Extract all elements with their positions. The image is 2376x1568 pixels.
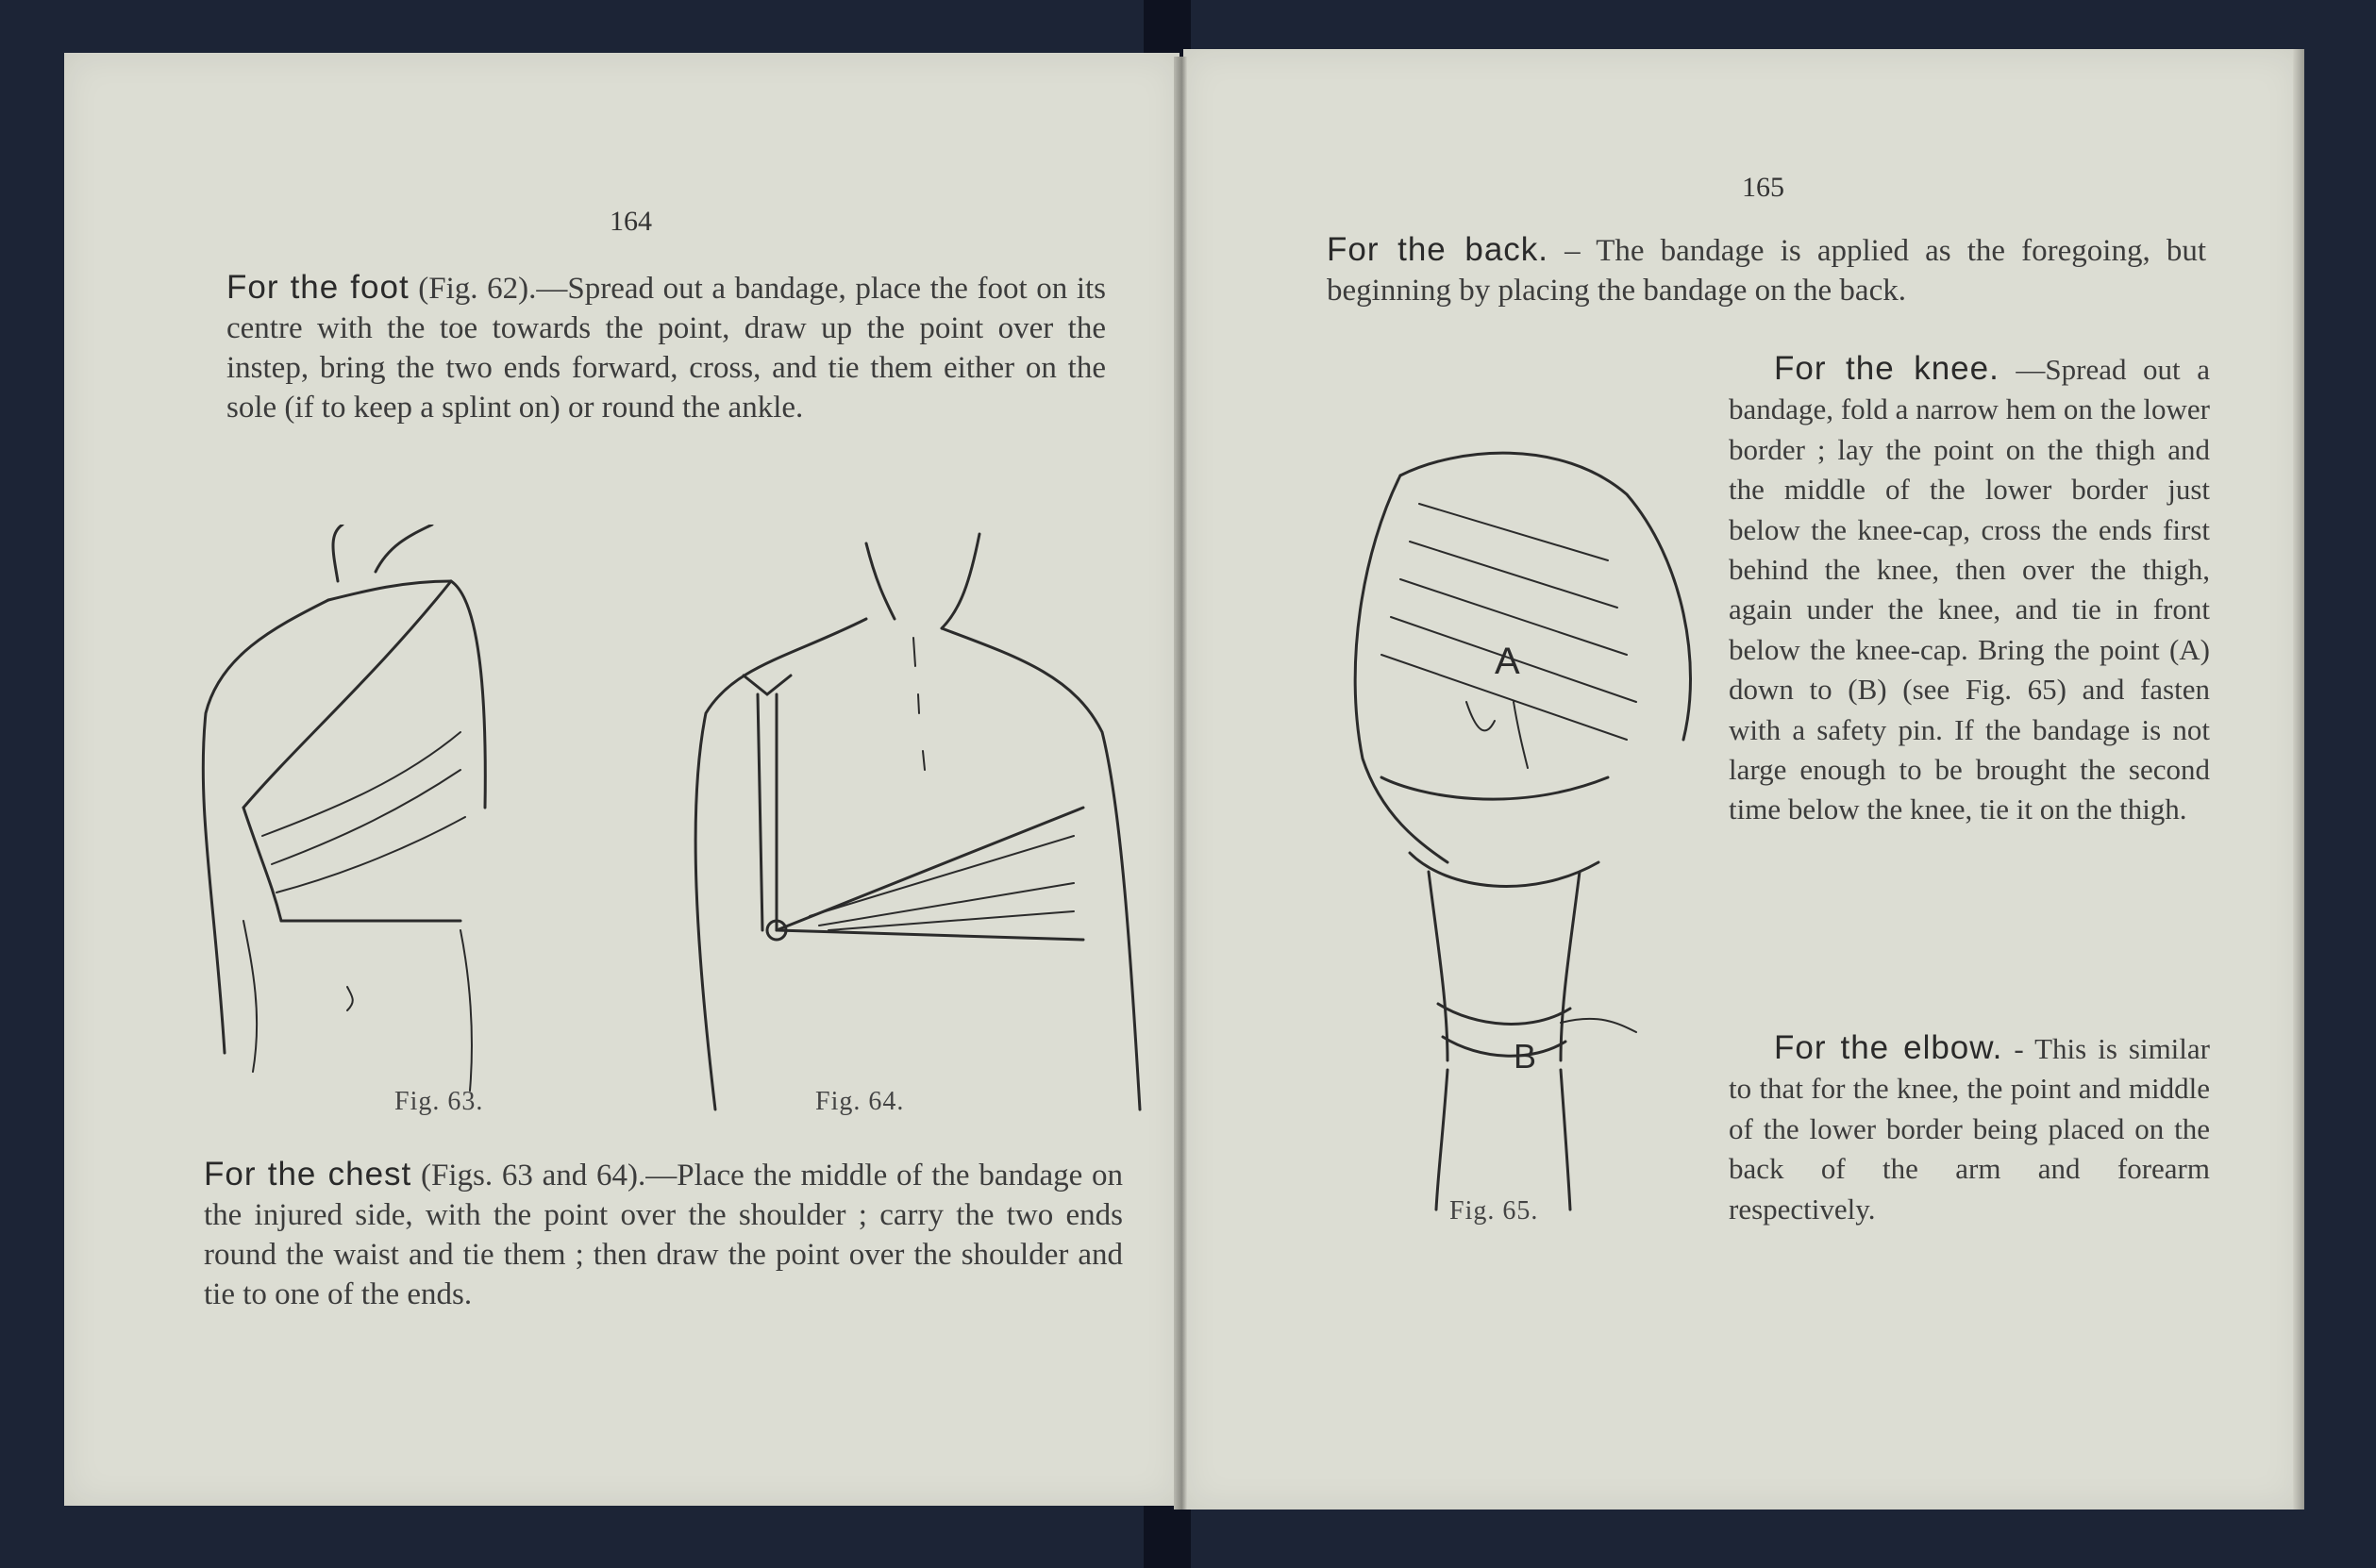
back-body: – The bandage is applied as the foregoing, but beginning by placing the bandage on the back. [1327,234,2207,308]
chest-body: (Figs. 63 and 64).—Place the middle of the bandage on the injured side, with the point over the shoulder ; carry the two ends round the waist and tie them ; then draw the point over the shoulder and tie to one of the ends. [204,1159,1124,1311]
knee-paragraph [1729,349,2210,830]
elbow-heading: For the elbow. [1774,1029,2003,1066]
chest-heading: For the chest [204,1156,412,1193]
foot-paragraph [226,268,1106,427]
page-number-left: 164 [610,206,652,237]
figure-65-label-b: B [1514,1037,1537,1076]
figure-65-caption: Fig. 65. [1449,1196,1539,1226]
elbow-body: - This is similar to that for the knee, the point and middle of the lower border being placed on the back of the arm and forearm respectively. [1729,1032,2210,1226]
knee-body: —Spread out a bandage, fold a narrow hem on the lower border ; lay the point on the thigh and the middle of the lower border just below the knee-cap, cross the ends first behind the knee, then over the thigh, again under the knee, and tie in front below the knee-cap. Bring the point (A) down to (B) (see Fig. 65) and fasten with a safety pin. If the bandage is not large enough to be brought the second time below the knee, tie it on the thigh. [1729,353,2210,826]
figure-65-label-a: A [1495,641,1520,682]
figure-64-caption: Fig. 64. [815,1087,905,1116]
figure-64-illustration [659,525,1187,1125]
back-heading: For the back. [1327,231,1549,268]
foot-heading: For the foot [226,269,410,306]
elbow-paragraph [1729,1028,2210,1229]
page-number-right: 165 [1742,172,1784,203]
right-page [1183,49,2301,1510]
figure-63-caption: Fig. 63. [394,1087,484,1116]
chest-paragraph [204,1155,1123,1314]
figure-65-illustration [1325,419,1702,1211]
gutter-shadow [1174,57,1187,1510]
left-page [64,53,1180,1506]
figure-63-illustration [187,525,489,1125]
knee-heading: For the knee. [1774,350,2000,387]
page-edge [2293,49,2304,1510]
back-paragraph [1327,230,2206,310]
foot-body: (Fig. 62).—Spread out a bandage, place the foot on its centre with the toe towards the point, draw up the point over the instep, bring the two ends forward, cross, and tie them either on the sole (if to keep a splint on) or round the ankle. [226,272,1107,425]
